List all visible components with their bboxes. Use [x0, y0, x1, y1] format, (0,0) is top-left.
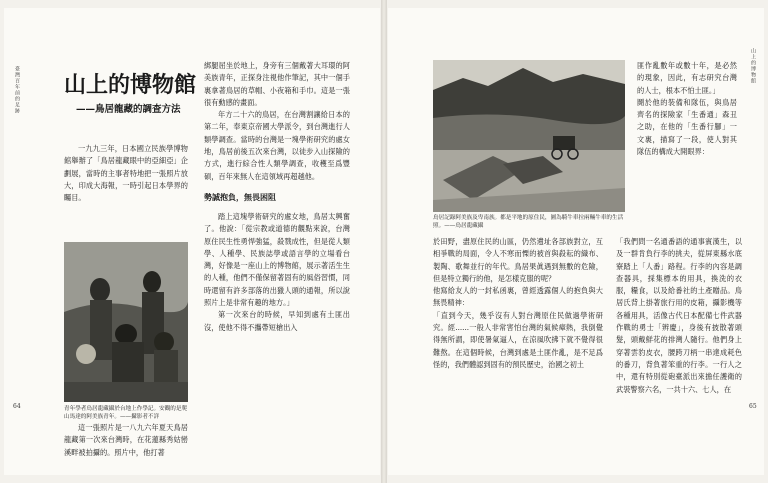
right-photo-caption: 鳥居記錄阿美族及卑南族。都是平地的原住民，圖為騎牛車拉兩輛牛車的生活照。——鳥居龍藏攝: [433, 215, 624, 229]
right-page-number: 65: [749, 403, 757, 410]
right-column-a: 匪作亂數年或數十年，是必然的現象，因此，有志研究台灣的人士，根本不怕土匪。」 鬪於他的裝備和隊伍，與鳥居齊名的探險家「生番通」森丑之助，在他的「生番行腳」一文裏，描寫了一段，使人對其隊伍的構成大開眼界：: [637, 61, 737, 157]
intro-paragraph: 一九九三年，日本國立民族學博物館舉辦了「鳥居龍藏眼中的亞細亞」企劃展，當時的主事者特地把一張照片放大，印成大海報，一時引起日本學界的矚目。: [64, 144, 188, 203]
section-heading: 勢誠抱負，無畏困阻: [204, 192, 276, 202]
left-column-2: [204, 60, 350, 455]
article-subtitle: ——鳥居龍藏的調查方法: [76, 104, 181, 115]
left-running-header: 臺灣百年前的足跡: [14, 66, 20, 114]
right-running-header: 山上的博物館: [750, 48, 756, 84]
left-page: [4, 8, 380, 475]
col1-continuation: 這一張照片是一八九六年夏天鳥居龍藏第一次來台灣時，在花蓮縣秀姑巒溪畔被拍攝的。照片中，他打著: [64, 423, 188, 457]
col2-paragraph-3: 踏上這塊學術研究的處女地，鳥居太興奮了。他說：「從宗教或道德的觀點來說，台灣原住民生性勇悍強猛，殺戮成性，但是從人類學、人種學、民族誌學或語言學的立場看台灣，好像是一座山上的博物館，展示著活生生的人種，他們不僅保留著固有的風俗習慣，同時還留有許多部落的出獵人頭的通報，所以說照片上是非常有趣的地方。」: [204, 211, 350, 308]
article-title: 山上的博物館: [64, 73, 197, 98]
oxcart-landscape-photo: [433, 60, 625, 212]
col2-paragraph-2: 年方二十六的鳥居，在台灣割讓給日本的第二年，奉東京帝國大學派令，到台灣進行人類學調查。當時的台灣是一塊學術研究的處女地，鳥居前後五次來台灣，以徒步入山探險的方式，進行綜合性人類學調查，收穫至爲豐碩，百年來無人在這領域再超越他。: [204, 110, 350, 181]
left-page-number: 64: [13, 403, 21, 410]
right-column-b: 於田野，盡原住民的山區，仍然遺址各部族對立，互相爭戰的局面，令人不寒而慄的被首與殺耘的織布、製陶、歌舞並行的年代。鳥居果眞遇到無數的危險，但是特立獨行的他，是怎樣克服的呢？ 他寫給友人的一封私函裏，曾經透露個人的抱負與大無畏精神： 「直到今天，幾乎沒有人對台灣原住民做過學術研究。經......一般人非常害怕台灣的氣候瘴熱，我倒覺得無所謂，即使暑氣逼人，在涼風吹拂下就不覺得很難熬。在這個時候，台灣到處是土匪作亂，是不足爲怪的，我們體認到固有的預民歷史，治國之初土: [433, 237, 603, 369]
col2-paragraph-4: 第一次來台的時候，早知到處有土匪出沒，使他不得不攜帶短槍出入: [204, 310, 350, 332]
tribesmen-photo: [64, 242, 188, 402]
right-column-c: 「我們問一名通番語的通事賓漢生，以及一群肯負行李的挑夫，從屏東縣水底寮踏上「人番」路程。行李的內容是調查器具，採集標本的用具，換洗的衣服，糧食，以及給番社的土產贈品。鳥居氏背上掛著旅行用的皮箱，攝影機等各種用具，活像古代日本配備七件武器作戰的勇士「辨慶」，身後有披散著頭髮，頭戴鮮花的排灣人隨行。他們身上穿著雲豹皮衣，腰跨刀柄一串達成耗色的番刀，背負著笨重的行李。一行人之中，還有特別從砲臺派出來擔任護衛的武裝警察六名，一共十六、七人，在: [616, 237, 742, 394]
book-gutter: [381, 0, 387, 483]
right-page: [388, 8, 764, 475]
left-photo-caption: 青年學者鳥居龍藏攝於台地上作學記。安觀的是爬山馬達的阿美族青年。——攝影者不詳: [64, 406, 188, 420]
col2-paragraph-1: 綁腿屈坐於地上，身旁有三個戴著大耳環的阿美族青年，正探身注視他作筆記，其中一個手裏拿著鳥居的草帽、小夜箱和手巾。這是一張很有動感的畫面。: [204, 61, 350, 107]
